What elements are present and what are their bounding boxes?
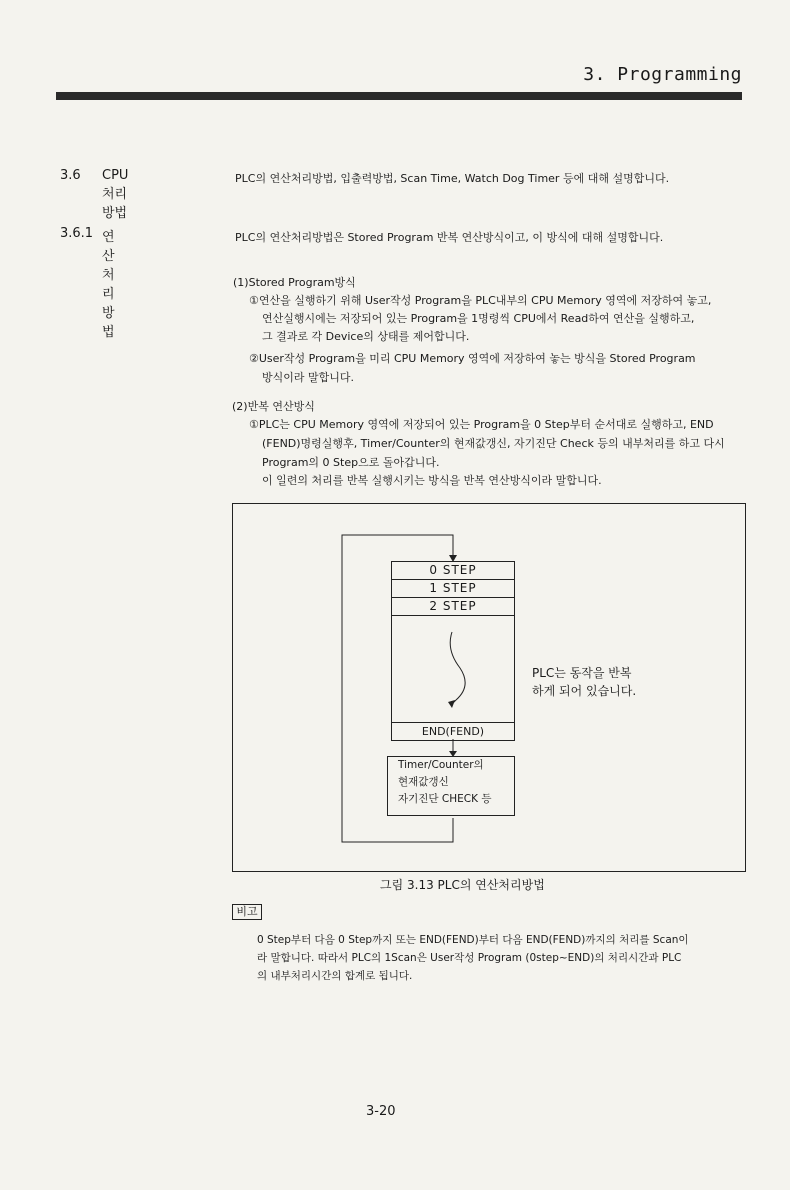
subheading-repeat-operation: (2)반복 연산방식 — [232, 400, 315, 413]
figure-side-note — [532, 664, 636, 700]
paragraph-line: ②User작성 Program을 미리 CPU Memory 영역에 저장하여 놓는 방식을 Stored Program — [249, 352, 696, 365]
section-title: 연산처리방법 — [102, 230, 115, 340]
paragraph-line: 그 결과로 각 Device의 상태를 제어합니다. — [262, 330, 470, 343]
step-row: 2 STEP — [392, 598, 514, 616]
paragraph-line: 이 일련의 처리를 반복 실행시키는 방식을 반복 연산방식이라 말합니다. — [262, 474, 602, 487]
paragraph-line: 방식이라 말합니다. — [262, 371, 355, 384]
internal-processing-line: 자기진단 CHECK 등 — [398, 793, 492, 805]
side-note-line: 하게 되어 있습니다. — [532, 684, 637, 698]
note-line: 라 말합니다. 따라서 PLC의 1Scan은 User작성 Program (0step~END)의 처리시간과 PLC — [257, 952, 682, 964]
page-number: 3-20 — [366, 1104, 396, 1119]
program-steps-box — [391, 561, 515, 741]
step-row: 1 STEP — [392, 580, 514, 598]
section-number: 3.6.1 — [60, 226, 94, 241]
subheading-stored-program: (1)Stored Program방식 — [233, 276, 356, 289]
figure-caption: 그림 3.13 PLC의 연산처리방법 — [380, 878, 545, 892]
note-line: 의 내부처리시간의 합계로 됩니다. — [257, 970, 413, 982]
paragraph-line: Program의 0 Step으로 돌아갑니다. — [262, 456, 440, 469]
note-badge: 비고 — [232, 904, 262, 920]
paragraph-line: (FEND)명령실행후, Timer/Counter의 현재값갱신, 자기진단 Check 등의 내부처리를 하고 다시 — [262, 437, 725, 450]
note-line: 0 Step부터 다음 0 Step까지 또는 END(FEND)부터 다음 END(FEND)까지의 처리를 Scan이 — [257, 934, 689, 946]
internal-processing-line: 현재값갱신 — [398, 776, 449, 788]
end-fend-row: END(FEND) — [392, 722, 514, 740]
internal-processing-box — [387, 756, 515, 816]
paragraph-line: ①연산을 실행하기 위해 User작성 Program을 PLC내부의 CPU Memory 영역에 저장하여 놓고, — [249, 294, 712, 307]
section-36-description: PLC의 연산처리방법, 입출력방법, Scan Time, Watch Dog Timer 등에 대해 설명합니다. — [235, 172, 670, 185]
section-361-description: PLC의 연산처리방법은 Stored Program 반복 연산방식이고, 이 방식에 대해 설명합니다. — [235, 231, 664, 244]
paragraph-line: ①PLC는 CPU Memory 영역에 저장되어 있는 Program을 0 Step부터 순서대로 실행하고, END — [249, 418, 714, 431]
section-number: 3.6 — [60, 168, 81, 183]
section-title: CPU 처리방법 — [102, 168, 129, 221]
side-note-line: PLC는 동작을 반복 — [532, 666, 632, 680]
step-row: 0 STEP — [392, 562, 514, 580]
chapter-title: 3. Programming — [583, 64, 742, 85]
paragraph-line: 연산실행시에는 저장되어 있는 Program을 1명령씩 CPU에서 Read하여 연산을 실행하고, — [262, 312, 695, 325]
internal-processing-line: Timer/Counter의 — [398, 759, 484, 771]
